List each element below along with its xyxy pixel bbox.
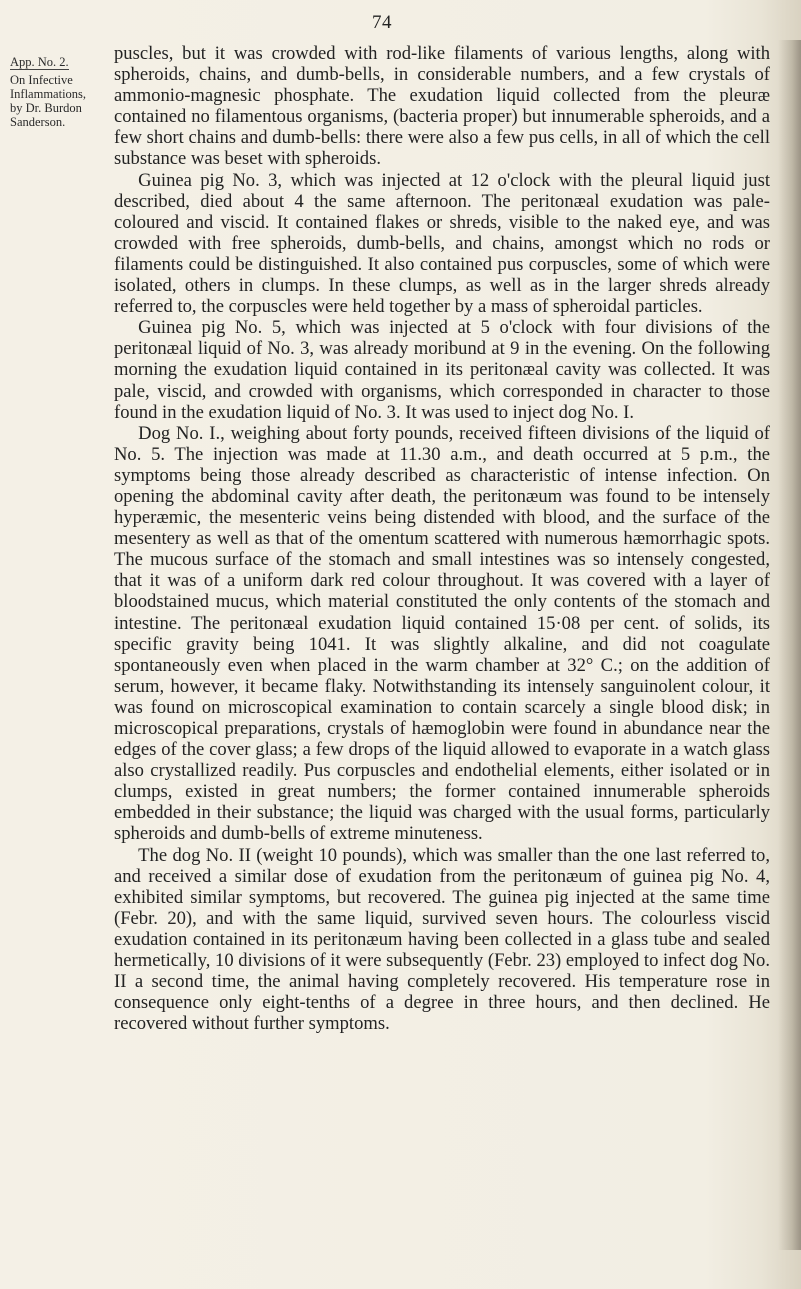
body-text (114, 43, 770, 1034)
margin-note-line: by Dr. Burdon (10, 101, 82, 115)
paragraph: Guinea pig No. 5, which was injected at 5 o'clock with four divisions of the peritonæal liquid of No. 3, was already moribund at 9 in the evening. On the following morning the exudation liquid contained in its peritonæal cavity was collected. It was pale, viscid, and crowded with organisms, which corresponded in character to those found in the exudation liquid of No. 3. It was used to inject dog No. I. (114, 317, 770, 423)
facing-page-edge (778, 40, 801, 1250)
margin-appendix-label: App. No. 2. (10, 55, 69, 69)
paragraph: Guinea pig No. 3, which was injected at 12 o'clock with the pleural liquid just described, died about 4 the same afternoon. The peritonæal exudation was pale-coloured and viscid. It contained flakes or shreds, visible to the naked eye, and was crowded with free spheroids, dumb-bells, and chains, amongst which no rods or filaments could be distinguished. It also contained pus corpuscles, some of which were isolated, others in clumps. In these clumps, as well as in the larger shreds already referred to, the corpuscles were held together by a mass of spheroidal particles. (114, 169, 770, 318)
margin-note-line: On Infective (10, 73, 73, 87)
page-number: 74 (372, 12, 392, 33)
margin-note-line: Inflammations, (10, 87, 87, 101)
margin-note-line: Sanderson. (10, 115, 66, 129)
paragraph: Dog No. I., weighing about forty pounds, received fifteen divisions of the liquid of No. 5. The injection was made at 11.30 a.m., and death occurred at 5 p.m., the symptoms being those already described as characteristic of intense infection. On opening the abdominal cavity after death, the peritonæum was found to be intensely hyperæmic, the mesenteric veins being distended with blood, and the surface of the mesentery as well as that of the omentum scattered with numerous hæmorrhagic spots. The mucous surface of the stomach and small intestines was so intensely congested, that it was of a uniform dark red colour throughout. It was covered with a layer of bloodstained mucus, which material constituted the only contents of the stomach and intestine. The peritonæal exudation liquid contained 15·08 per cent. of solids, its specific gravity being 1041. It was slightly alkaline, and did not coagulate spontaneously even when placed in the warm chamber at 32° C.; on the addition of serum, however, it became flaky. Notwithstanding its intensely sanguinolent colour, it was found on microscopical examination to contain scarcely a single blood disk; in microscopical preparations, crystals of hæmoglobin were found in abundance near the edges of the cover glass; a few drops of the liquid allowed to evaporate in a watch glass also crystallized readily. Pus corpuscles and endothelial elements, either isolated or in clumps, existed in great numbers; the former contained innumerable spheroids embedded in their substance; the liquid was charged with the usual forms, particularly spheroids and dumb-bells of extreme minuteness. (114, 422, 770, 845)
paragraph: The dog No. II (weight 10 pounds), which was smaller than the one last referred to, and received a similar dose of exudation from the peritonæum of guinea pig No. 4, exhibited similar symptoms, but recovered. The guinea pig injected at the same time (Febr. 20), and with the same liquid, survived seven hours. The colourless viscid exudation contained in its peritonæum having been collected in a glass tube and sealed hermetically, 10 divisions of it were subsequently (Febr. 23) employed to infect dog No. II a second time, the animal having completely recovered. His temperature rose in consequence only eight-tenths of a degree in three hours, and then declined. He recovered without further symptoms. (114, 844, 770, 1035)
margin-note (10, 55, 100, 129)
paragraph: puscles, but it was crowded with rod-like filaments of various lengths, along with spheroids, chains, and dumb-bells, in considerable numbers, and a few crystals of ammonio-magnesic phosphate. The exudation liquid collected from the pleuræ contained no filamentous organisms, (bacteria proper) but innumerable spheroids, and a few short chains and dumb-bells: there were also a few pus cells, in all of which the cell substance was beset with spheroids. (114, 43, 770, 170)
